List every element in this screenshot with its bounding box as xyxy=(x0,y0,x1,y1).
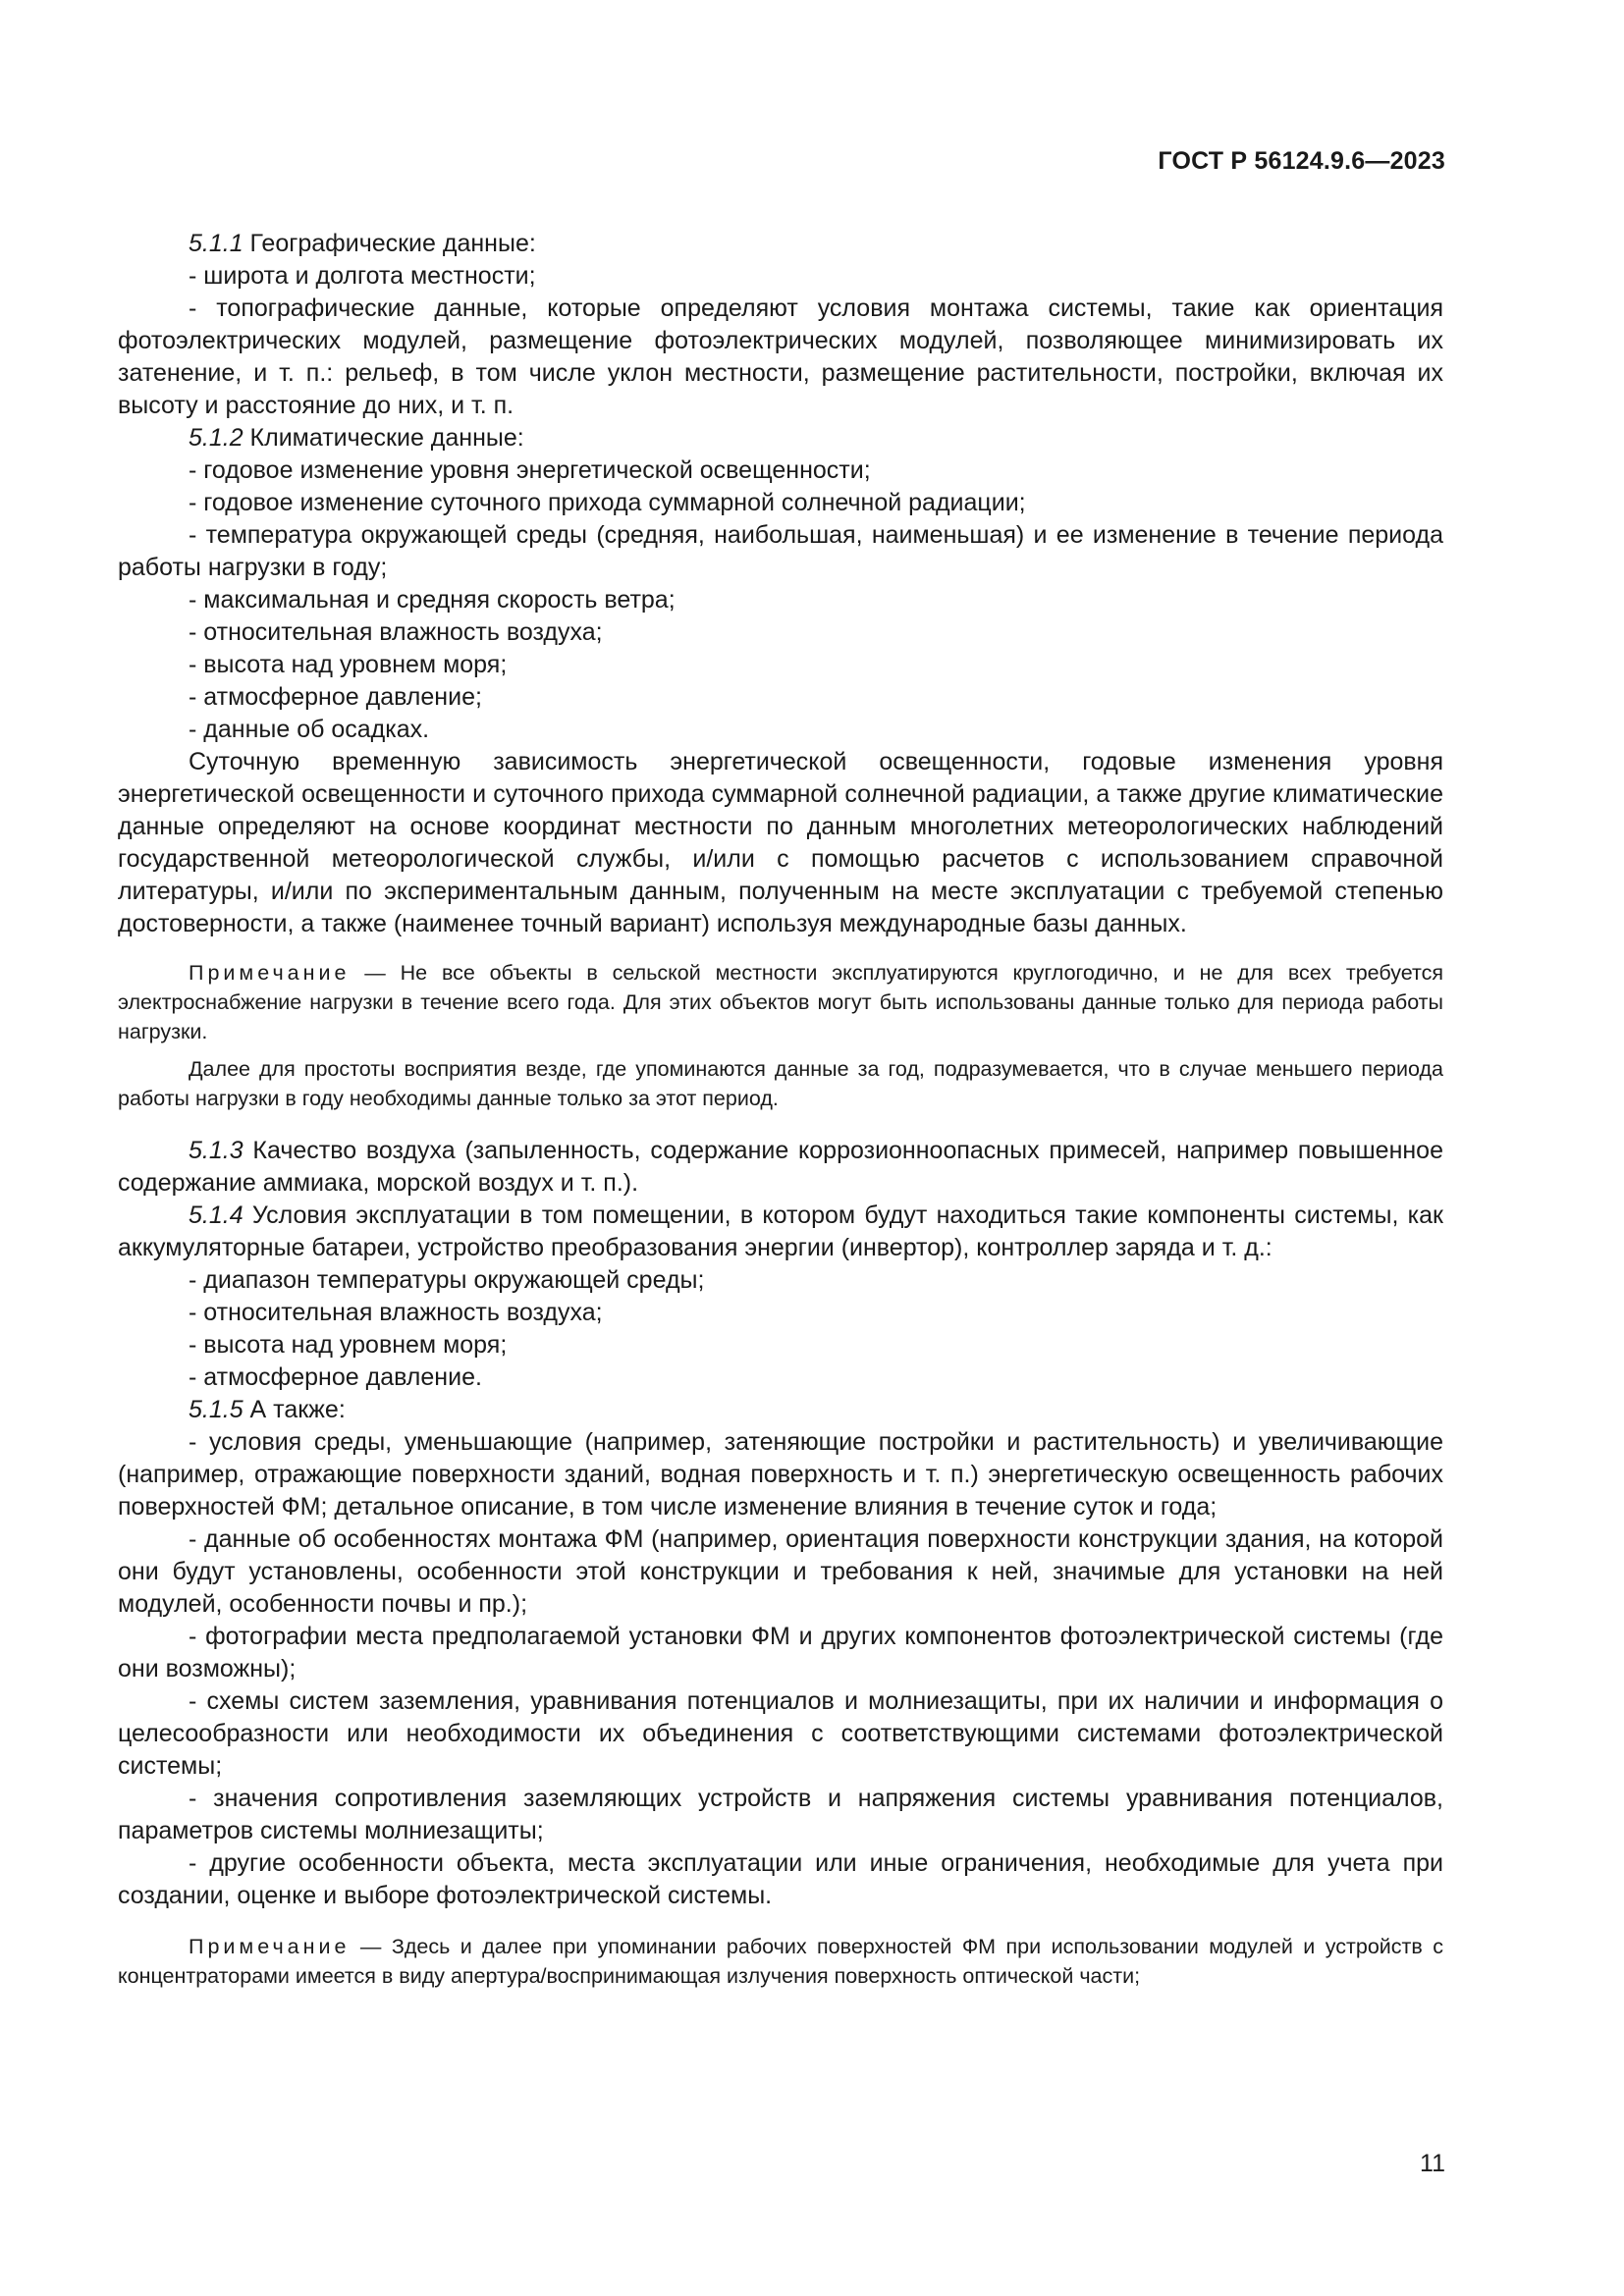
list-item: - относительная влажность воздуха; xyxy=(189,618,603,646)
body-paragraph: Суточную временную зависимость энергетической освещенности, годовые изменения уровня энергетической освещенности и суточного прихода суммарной солнечной радиации, а также другие климатические данные определяют на основе координат местности по данным многолетних метеорологических наблюдений государственной метеорологической службы, и/или с помощью расчетов с использованием справочной литературы, и/или по экспериментальным данным, полученным на месте эксплуатации с требуемой степенью достоверности, а также (наименее точный вариант) используя международные базы данных. xyxy=(118,748,1443,937)
section-5-1-4 xyxy=(118,1200,1443,1264)
note-text: — Здесь и далее при упоминании рабочих поверхностей ФМ при использовании модулей и устройств с концентраторами имеется в виду апертура/воспринимающая излучения поверхность оптической части; xyxy=(118,1935,1443,1988)
list-item: - схемы систем заземления, уравнивания потенциалов и молниезащиты, при их наличии и информация о целесообразности или необходимости их объединения с соответствующими системами фотоэлектрической системы; xyxy=(118,1687,1443,1780)
list-item: - диапазон температуры окружающей среды; xyxy=(189,1266,705,1294)
page-body xyxy=(118,228,1443,1991)
note-1-continuation: Далее для простоты восприятия везде, где упоминаются данные за год, подразумевается, что в случае меньшего периода работы нагрузки в году необходимы данные только за этот период. xyxy=(118,1057,1443,1110)
section-number: 5.1.2 xyxy=(189,424,244,452)
section-text: Качество воздуха (запыленность, содержание коррозионноопасных примесей, например повышенное содержание аммиака, морской воздух и т. п.). xyxy=(118,1137,1443,1197)
list-item: - широта и долгота местности; xyxy=(189,262,536,290)
note-1 xyxy=(118,958,1443,1046)
note-text: — Не все объекты в сельской местности эксплуатируются круглогодично, и не для всех требуется электроснабжение нагрузки в течение всего года. Для этих объектов могут быть использованы данные только для периода работы нагрузки. xyxy=(118,961,1443,1043)
section-title: А также: xyxy=(243,1396,346,1423)
list-item: - годовое изменение уровня энергетической освещенности; xyxy=(189,456,871,484)
list-item: - значения сопротивления заземляющих устройств и напряжения системы уравнивания потенциалов, параметров системы молниезащиты; xyxy=(118,1785,1443,1844)
section-5-1-2-heading xyxy=(118,422,1443,454)
note-2 xyxy=(118,1932,1443,1991)
list-item: - относительная влажность воздуха; xyxy=(189,1299,603,1326)
page-number: 11 xyxy=(1420,2150,1445,2177)
list-item: - высота над уровнем моря; xyxy=(189,651,508,678)
section-5-1-3 xyxy=(118,1135,1443,1200)
list-item: - годовое изменение суточного прихода суммарной солнечной радиации; xyxy=(189,489,1026,516)
section-number: 5.1.1 xyxy=(189,230,244,257)
list-item: - максимальная и средняя скорость ветра; xyxy=(189,586,676,614)
section-number: 5.1.3 xyxy=(189,1137,244,1164)
list-item: - условия среды, уменьшающие (например, затеняющие постройки и растительность) и увеличивающие (например, отражающие поверхности зданий, водная поверхность и т. п.) энергетическую освещенность рабочих поверхностей ФМ; детальное описание, в том числе изменение влияния в течение суток и года; xyxy=(118,1428,1443,1521)
list-item: - температура окружающей среды (средняя, наибольшая, наименьшая) и ее изменение в течение периода работы нагрузки в году; xyxy=(118,521,1443,581)
section-text: Условия эксплуатации в том помещении, в котором будут находиться такие компоненты системы, как аккумуляторные батареи, устройство преобразования энергии (инвертор), контроллер заряда и т. д.: xyxy=(118,1201,1443,1261)
section-5-1-1-heading xyxy=(118,228,1443,260)
list-item: - топографические данные, которые определяют условия монтажа системы, такие как ориентация фотоэлектрических модулей, размещение фотоэлектрических модулей, позволяющее минимизировать их затенение, и т. п.: рельеф, в том числе уклон местности, размещение растительности, постройки, включая их высоту и расстояние до них, и т. п. xyxy=(118,294,1443,419)
note-label: Примечание xyxy=(189,961,351,985)
section-number: 5.1.5 xyxy=(189,1396,244,1423)
list-item: - высота над уровнем моря; xyxy=(189,1331,508,1359)
list-item: - фотографии места предполагаемой установки ФМ и других компонентов фотоэлектрической системы (где они возможны); xyxy=(118,1623,1443,1682)
list-item: - данные об осадках. xyxy=(189,716,430,743)
list-item: - данные об особенностях монтажа ФМ (например, ориентация поверхности конструкции здания, на которой они будут установлены, особенности этой конструкции и требования к ней, значимые для установки на ней модулей, особенности почвы и пр.); xyxy=(118,1525,1443,1618)
section-5-1-5-heading xyxy=(118,1394,1443,1426)
list-item: - атмосферное давление. xyxy=(189,1363,482,1391)
list-item: - другие особенности объекта, места эксплуатации или иные ограничения, необходимые для учета при создании, оценке и выборе фотоэлектрической системы. xyxy=(118,1849,1443,1909)
section-title: Климатические данные: xyxy=(243,424,524,452)
note-label: Примечание xyxy=(189,1935,351,1958)
section-number: 5.1.4 xyxy=(189,1201,244,1229)
document-code: ГОСТ Р 56124.9.6—2023 xyxy=(1158,147,1445,175)
list-item: - атмосферное давление; xyxy=(189,683,482,711)
section-title: Географические данные: xyxy=(243,230,536,257)
